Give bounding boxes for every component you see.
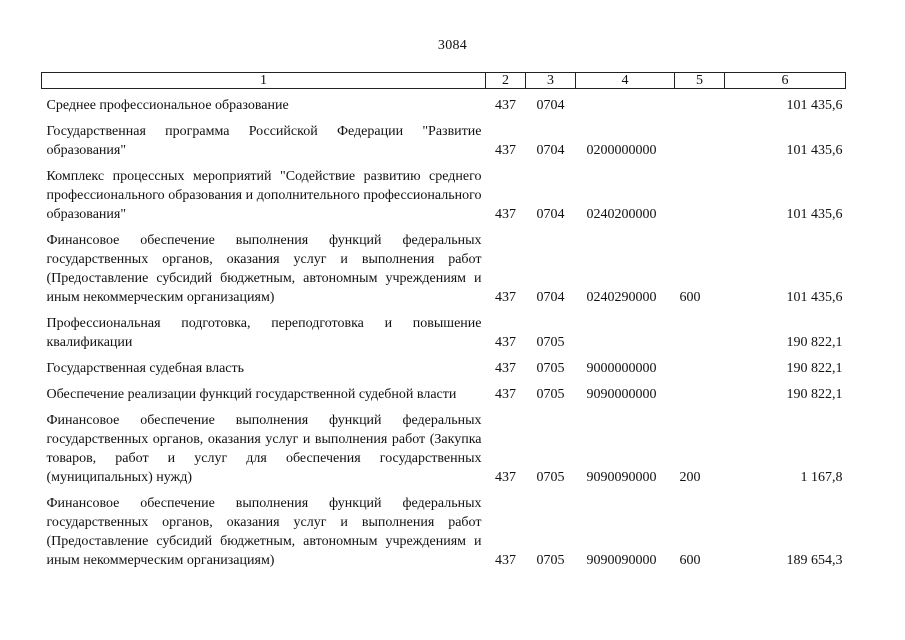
row-expense-type-code: 600 [679, 290, 701, 305]
table-row [42, 115, 846, 160]
row-target-article-code: 9090090000 [586, 470, 657, 485]
row-description: Комплекс процессных мероприятий "Содействие развитию среднего профессионального образования и дополнительного профессионального образования" [46, 169, 482, 222]
row-target-article-code: 9000000000 [586, 361, 657, 376]
row-expense-type-code [675, 307, 725, 352]
row-department-code: 437 [495, 553, 516, 568]
row-description: Финансовое обеспечение выполнения функций федеральных государственных органов, оказания услуг и выполнения работ (Предоставление субсидий бюджетным, автономным учреждениям и иным некоммерческим организациям) [46, 496, 482, 568]
column-header-1: 1 [42, 73, 486, 89]
row-section-code: 0705 [536, 361, 565, 376]
row-department-code: 437 [495, 290, 516, 305]
page-number: 3084 [437, 38, 468, 53]
row-section-code: 0705 [536, 470, 565, 485]
row-amount: 190 822,1 [786, 335, 843, 350]
row-expense-type-code [675, 115, 725, 160]
table-row [42, 352, 846, 378]
row-department-code: 437 [495, 470, 516, 485]
row-description: Финансовое обеспечение выполнения функций федеральных государственных органов, оказания услуг и выполнения работ (Закупка товаров, работ и услуг для обеспечения государственных (муниципальных) нужд) [46, 413, 482, 485]
row-section-code: 0705 [536, 387, 565, 402]
row-amount: 101 435,6 [786, 207, 843, 222]
row-section-code: 0704 [536, 290, 565, 305]
row-section-code: 0704 [536, 207, 565, 222]
column-header-2: 2 [486, 73, 526, 89]
row-target-article-code: 0200000000 [586, 143, 657, 158]
column-header-6: 6 [725, 73, 846, 89]
row-section-code: 0705 [536, 553, 565, 568]
table-row [42, 404, 846, 487]
row-amount: 190 822,1 [786, 361, 843, 376]
table-row [42, 224, 846, 307]
table-header-row [42, 73, 846, 89]
row-amount: 1 167,8 [800, 470, 843, 485]
row-department-code: 437 [495, 143, 516, 158]
row-amount: 101 435,6 [786, 290, 843, 305]
row-description: Государственная судебная власть [46, 361, 245, 376]
row-expense-type-code [675, 160, 725, 224]
row-description: Финансовое обеспечение выполнения функций федеральных государственных органов, оказания услуг и выполнения работ (Предоставление субсидий бюджетным, автономным учреждениям и иным некоммерческим организациям) [46, 233, 482, 305]
table-row [42, 487, 846, 570]
row-target-article-code [576, 307, 675, 352]
row-amount: 189 654,3 [786, 553, 843, 568]
row-target-article-code [576, 89, 675, 116]
table-row [42, 160, 846, 224]
row-department-code: 437 [495, 98, 516, 113]
row-expense-type-code: 600 [679, 553, 701, 568]
row-department-code: 437 [495, 361, 516, 376]
column-header-4: 4 [576, 73, 675, 89]
row-department-code: 437 [495, 207, 516, 222]
row-section-code: 0704 [536, 143, 565, 158]
row-department-code: 437 [495, 387, 516, 402]
column-header-3: 3 [526, 73, 576, 89]
row-expense-type-code [675, 352, 725, 378]
column-header-5: 5 [675, 73, 725, 89]
row-expense-type-code [675, 378, 725, 404]
budget-table [41, 72, 846, 570]
row-expense-type-code: 200 [679, 470, 701, 485]
row-target-article-code: 0240200000 [586, 207, 657, 222]
row-amount: 101 435,6 [786, 143, 843, 158]
row-description: Обеспечение реализации функций государственной судебной власти [46, 387, 457, 402]
table-body [42, 89, 846, 571]
budget-table-container [41, 72, 845, 570]
row-target-article-code: 9090000000 [586, 387, 657, 402]
row-target-article-code: 0240290000 [586, 290, 657, 305]
row-description: Государственная программа Российской Федерации "Развитие образования" [46, 124, 482, 158]
row-description: Среднее профессиональное образование [46, 98, 289, 113]
table-header [42, 73, 846, 89]
row-description: Профессиональная подготовка, переподготовка и повышение квалификации [46, 316, 482, 350]
row-target-article-code: 9090090000 [586, 553, 657, 568]
table-row [42, 378, 846, 404]
row-expense-type-code [675, 89, 725, 116]
row-amount: 101 435,6 [786, 98, 843, 113]
row-section-code: 0704 [536, 98, 565, 113]
row-department-code: 437 [495, 335, 516, 350]
row-amount: 190 822,1 [786, 387, 843, 402]
table-row [42, 307, 846, 352]
row-section-code: 0705 [536, 335, 565, 350]
table-row [42, 89, 846, 116]
